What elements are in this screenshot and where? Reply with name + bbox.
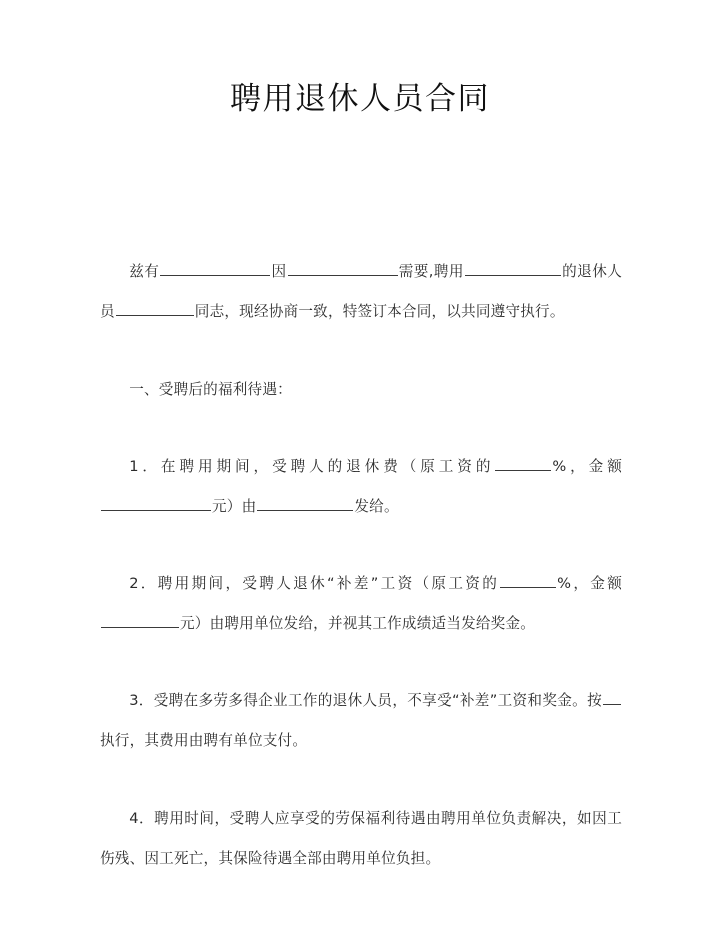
fill-in-blank[interactable] xyxy=(101,612,179,628)
text-run: 因 xyxy=(271,263,287,280)
fill-in-blank[interactable] xyxy=(257,495,353,511)
fill-in-blank[interactable] xyxy=(101,495,211,511)
text-run: 的退休人员 xyxy=(100,263,623,320)
text-run: 4．聘用时间，受聘人应享受的劳保福利待遇由聘用单位负责解决，如因工伤残、因工死亡，其保险待遇全部由聘用单位负担。 xyxy=(100,810,622,867)
fill-in-blank[interactable] xyxy=(500,572,556,588)
page-title: 聘用退休人员合同 xyxy=(230,81,490,117)
text-run: 同志，现经协商一致，特签订本合同，以共同遵守执行。 xyxy=(194,303,565,320)
spacer xyxy=(100,527,622,564)
fill-in-blank[interactable] xyxy=(160,260,270,276)
fill-in-blank[interactable] xyxy=(116,300,194,316)
text-run: 元）由 xyxy=(212,498,257,515)
document-body xyxy=(100,252,622,879)
text-run: 2．聘用期间，受聘人退休“补差”工资（原工资的 xyxy=(129,575,500,592)
text-run: 一、受聘后的福利待遇： xyxy=(129,381,292,398)
spacer xyxy=(100,644,622,681)
text-run: %，金额 xyxy=(552,458,622,475)
clause-item-4 xyxy=(100,799,622,879)
section-heading-one xyxy=(100,370,622,410)
fill-in-blank[interactable] xyxy=(603,689,621,705)
text-run: 1．在聘用期间，受聘人的退休费（原工资的 xyxy=(129,458,495,475)
spacer xyxy=(100,332,622,370)
fill-in-blank[interactable] xyxy=(465,260,561,276)
text-run: 执行，其费用由聘有单位支付。 xyxy=(100,732,308,749)
clause-item-3 xyxy=(100,681,622,761)
text-run: 兹有 xyxy=(129,263,160,280)
text-run: 需要,聘用 xyxy=(398,263,464,280)
text-run: %，金额 xyxy=(557,575,622,592)
fill-in-blank[interactable] xyxy=(288,260,398,276)
text-run: 3．受聘在多劳多得企业工作的退休人员，不享受“补差”工资和奖金。按 xyxy=(129,692,602,709)
text-run: 发给。 xyxy=(354,498,399,515)
text-run: 元）由聘用单位发给，并视其工作成绩适当发给奖金。 xyxy=(180,615,536,632)
fill-in-blank[interactable] xyxy=(495,455,551,471)
paragraph-preamble xyxy=(100,252,622,332)
clause-item-2 xyxy=(100,564,622,644)
spacer xyxy=(100,761,622,799)
spacer xyxy=(100,410,622,447)
clause-item-1 xyxy=(100,447,622,527)
